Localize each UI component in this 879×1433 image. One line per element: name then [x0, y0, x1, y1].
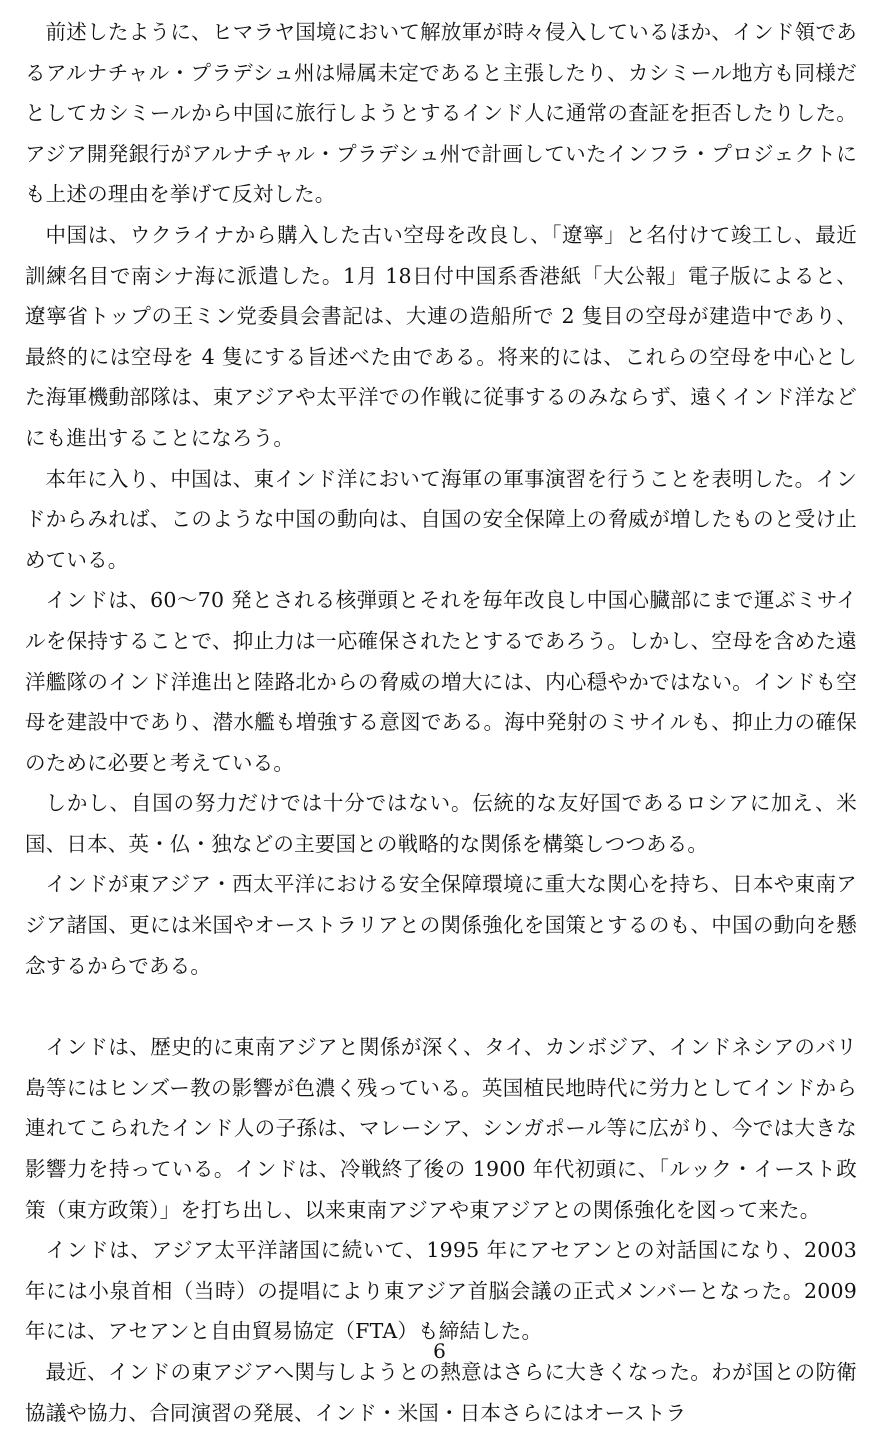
- paragraph: 最近、インドの東アジアへ関与しようとの熱意はさらに大きくなった。わが国との防衛協議や協力、合同演習の発展、インド・米国・日本さらにはオーストラ: [25, 1360, 857, 1425]
- paragraph: 前述したように、ヒマラヤ国境において解放軍が時々侵入しているほか、インド領であるアルナチャル・プラデシュ州は帰属未定であると主張したり、カシミール地方も同様だとしてカシミールから中国に旅行しようとするインド人に通常の査証を拒否したりした。アジア開発銀行がアルナチャル・プラデシュ州で計画していたインフラ・プロジェクトにも上述の理由を挙げて反対した。: [25, 20, 857, 207]
- paragraph: インドは、歴史的に東南アジアと関係が深く、タイ、カンボジア、インドネシアのバリ島等にはヒンズー教の影響が色濃く残っている。英国植民地時代に労力としてインドから連れてこられたインド人の子孫は、マレーシア、シンガポール等に広がり、今では大きな影響力を持っている。インドは、冷戦終了後の 1900 年代初頭に、「ルック・イースト政策（東方政策）」を打ち出し、以来東南アジアや東アジアとの関係強化を図って来た。: [25, 1035, 857, 1222]
- paragraph: インドは、アジア太平洋諸国に続いて、1995 年にアセアンとの対話国になり、2003 年には小泉首相（当時）の提唱により東アジア首脳会議の正式メンバーとなった。2009 年には、アセアンと自由貿易協定（FTA）も締結した。: [25, 1238, 857, 1344]
- page-number: 6: [433, 1339, 446, 1363]
- body-text: [25, 12, 857, 1433]
- section-gap: [25, 986, 857, 1027]
- paragraph: インドが東アジア・西太平洋における安全保障環境に重大な関心を持ち、日本や東南アジア諸国、更には米国やオーストラリアとの関係強化を国策とするのも、中国の動向を懸念するからである。: [25, 872, 857, 978]
- paragraph: インドは、60〜70 発とされる核弾頭とそれを毎年改良し中国心臓部にまで運ぶミサイルを保持することで、抑止力は一応確保されたとするであろう。しかし、空母を含めた遠洋艦隊のインド洋進出と陸路北からの脅威の増大には、内心穏やかではない。インドも空母を建設中であり、潜水艦も増強する意図である。海中発射のミサイルも、抑止力の確保のために必要と考えている。: [25, 588, 857, 775]
- paragraph: 本年に入り、中国は、東インド洋において海軍の軍事演習を行うことを表明した。インドからみれば、このような中国の動向は、自国の安全保障上の脅威が増したものと受け止めている。: [25, 466, 857, 572]
- paragraph: しかし、自国の努力だけでは十分ではない。伝統的な友好国であるロシアに加え、米国、日本、英・仏・独などの主要国との戦略的な関係を構築しつつある。: [25, 791, 857, 856]
- paragraph: 中国は、ウクライナから購入した古い空母を改良し、「遼寧」と名付けて竣工し、最近訓練名目で南シナ海に派遣した。1月 18日付中国系香港紙「大公報」電子版によると、遼寧省トップの王ミン党委員会書記は、大連の造船所で 2 隻目の空母が建造中であり、最終的には空母を 4 隻にする旨述べた由である。将来的には、これらの空母を中心とした海軍機動部隊は、東アジアや太平洋での作戦に従事するのみならず、遠くインド洋などにも進出することになろう。: [25, 222, 857, 450]
